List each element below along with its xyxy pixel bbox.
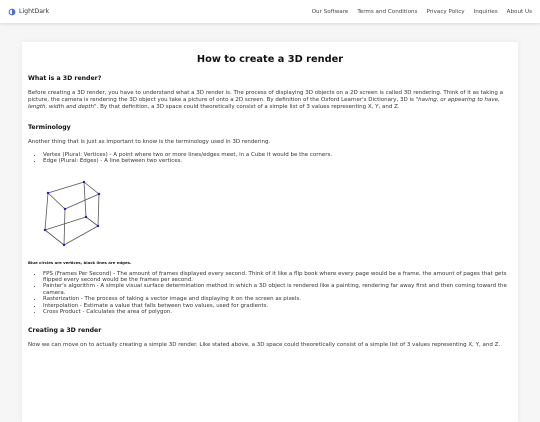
page-title: How to create a 3D render — [196, 54, 344, 65]
list-item-interpolation: • Interpolation - Estimate a value that falls between two values, used for gradients. — [43, 303, 512, 309]
terms-list-1 — [43, 152, 512, 165]
section-heading-what-is: What is a 3D render? — [28, 75, 102, 82]
cube-vertex — [97, 224, 99, 226]
cube-edge — [48, 182, 84, 193]
nav-link-our-software[interactable]: Our Software — [311, 8, 349, 15]
cube-edge — [48, 193, 65, 209]
list-item-vertex: • Vertex (Plural: Vertices) - A point where two or more lines/edges meet, in a Cube it would be the corners. — [43, 152, 512, 158]
nav-link-about[interactable]: About Us — [506, 8, 532, 15]
cube-vertex — [98, 192, 100, 194]
diagram-caption: Blue circles are vertices, black lines are edges. — [28, 259, 132, 265]
cube-edge — [45, 193, 48, 230]
navbar — [0, 0, 540, 23]
intro-text-1: Before creating a 3D render, you have to understand what a 3D render is. The process of displaying 3D objects on a 2D screen is called 3D rendering. Think of it as taking a picture, the camera is rendering the 3D object you take a picture of onto a 2D screen. By definition of the Oxford Learner's Dictionary, 3D is — [28, 90, 503, 104]
cube-vertex — [47, 191, 49, 193]
nav-link-inquiries[interactable]: Inquiries — [473, 8, 498, 15]
brand[interactable] — [8, 8, 49, 16]
cube-edge — [65, 194, 99, 209]
cube-edge — [84, 182, 99, 194]
creating-paragraph: Now we can move on to actually creating a simple 3D render. Like stated above, a 3D space could theoretically consist of a simple list of 3 values representing X, Y, and Z. — [28, 342, 501, 349]
cube-wireframe — [36, 179, 106, 249]
cube-edge — [64, 209, 65, 245]
list-item-fps: • FPS (Frames Per Second) - The amount of frames displayed every second. Think of it like a flip book where every page would be a frame, the amount of pages that gets flipped every second would be the frames per second. — [43, 271, 512, 284]
cube-vertex — [63, 243, 65, 245]
cube-edge — [86, 217, 98, 226]
section-heading-creating: Creating a 3D render — [28, 327, 102, 335]
cube-edge — [98, 194, 99, 226]
nav-link-privacy[interactable]: Privacy Policy — [426, 8, 465, 15]
list-item-painters-algorithm: • Painter's algorithm - A simple visual surface determination method in which a 3D object is rendered like a painting, rendering far away first and then coming toward the camera. — [43, 283, 512, 296]
brand-name: LightDark — [19, 8, 50, 15]
nav-links — [312, 9, 532, 15]
intro-text-2: . By that definition, a 3D space could theoretically consist of a simple list of 3 values representing X, Y, and Z. — [96, 104, 400, 111]
cube-diagram — [36, 179, 106, 249]
nav-link-terms[interactable]: Terms and Conditions — [357, 8, 418, 15]
cube-edge — [45, 217, 86, 230]
cube-vertex — [44, 228, 46, 230]
cube-vertex — [85, 215, 87, 217]
cube-edge — [64, 226, 98, 245]
section-heading-terminology: Terminology — [28, 123, 71, 131]
lightdark-logo-icon — [8, 8, 16, 16]
list-item-cross-product: • Cross Product - Calculates the area of polygon. — [43, 309, 512, 315]
cube-edge — [45, 230, 64, 245]
dictionary-quote: "having, or appearing to have, length, width and depth" — [28, 97, 500, 111]
cube-vertex — [64, 207, 66, 209]
cube-vertex — [83, 180, 85, 182]
article-card — [22, 42, 518, 422]
list-item-rasterization: • Rasterization - The process of taking a vector image and displaying it on the screen as pixels. — [43, 296, 512, 302]
terms-list-2 — [43, 271, 512, 316]
terminology-intro: Another thing that is just as important to know is the terminology used in 3D rendering. — [28, 138, 271, 145]
list-item-edge: • Edge (Plural: Edges) - A line between two vertices. — [43, 158, 512, 164]
intro-paragraph — [28, 90, 512, 112]
